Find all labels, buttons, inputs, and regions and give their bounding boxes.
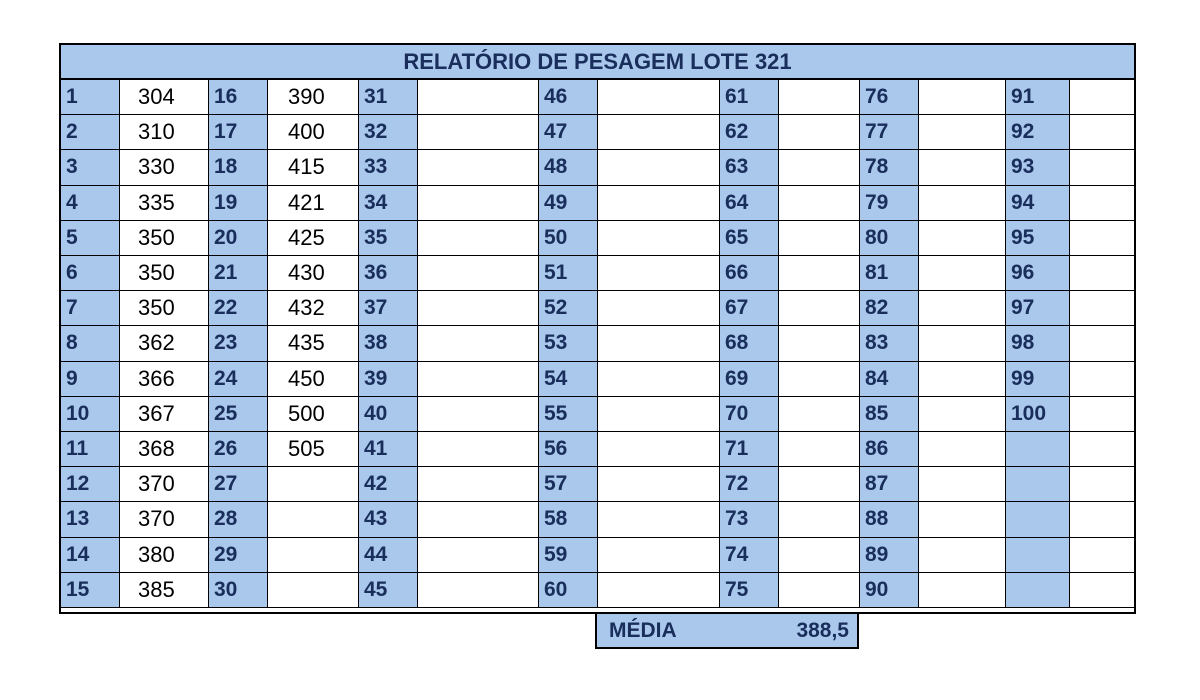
weight-value-cell: 335 xyxy=(120,186,209,221)
animal-number-cell: 58 xyxy=(539,502,598,537)
animal-number-cell: 42 xyxy=(359,467,418,502)
weight-value-cell xyxy=(919,467,1006,502)
weight-value-cell: 390 xyxy=(268,80,359,115)
weight-value-cell: 385 xyxy=(120,573,209,608)
animal-number-cell: 7 xyxy=(61,291,120,326)
animal-number-cell: 13 xyxy=(61,502,120,537)
animal-number-cell: 83 xyxy=(860,326,919,361)
animal-number-cell: 34 xyxy=(359,186,418,221)
weight-value-cell xyxy=(418,432,539,467)
weight-value-cell xyxy=(919,538,1006,573)
weight-value-cell xyxy=(418,186,539,221)
weight-value-cell xyxy=(919,326,1006,361)
animal-number-cell: 43 xyxy=(359,502,418,537)
weight-value-cell xyxy=(418,256,539,291)
weight-value-cell: 350 xyxy=(120,256,209,291)
weight-value-cell xyxy=(919,291,1006,326)
weight-value-cell xyxy=(919,397,1006,432)
weight-value-cell xyxy=(1070,150,1134,185)
animal-number-cell: 33 xyxy=(359,150,418,185)
weight-value-cell xyxy=(418,362,539,397)
weight-value-cell xyxy=(598,256,720,291)
weight-value-cell xyxy=(779,186,860,221)
animal-number-cell: 49 xyxy=(539,186,598,221)
animal-number-cell: 53 xyxy=(539,326,598,361)
weight-value-cell: 430 xyxy=(268,256,359,291)
weight-value-cell: 368 xyxy=(120,432,209,467)
weight-value-cell: 415 xyxy=(268,150,359,185)
animal-number-cell: 51 xyxy=(539,256,598,291)
report-title: RELATÓRIO DE PESAGEM LOTE 321 xyxy=(61,45,1134,80)
weight-value-cell xyxy=(1070,256,1134,291)
animal-number-cell: 85 xyxy=(860,397,919,432)
animal-number-cell: 99 xyxy=(1006,362,1070,397)
weight-value-cell xyxy=(418,573,539,608)
animal-number-cell: 72 xyxy=(720,467,779,502)
animal-number-cell: 60 xyxy=(539,573,598,608)
weight-value-cell xyxy=(598,573,720,608)
animal-number-cell: 73 xyxy=(720,502,779,537)
weight-value-cell xyxy=(779,502,860,537)
weight-value-cell xyxy=(919,432,1006,467)
animal-number-cell: 14 xyxy=(61,538,120,573)
animal-number-cell: 50 xyxy=(539,221,598,256)
animal-number-cell: 4 xyxy=(61,186,120,221)
weight-value-cell: 500 xyxy=(268,397,359,432)
weight-value-cell xyxy=(919,115,1006,150)
animal-number-cell: 39 xyxy=(359,362,418,397)
weight-value-cell xyxy=(1070,397,1134,432)
animal-number-cell: 45 xyxy=(359,573,418,608)
animal-number-cell: 89 xyxy=(860,538,919,573)
weight-value-cell xyxy=(598,291,720,326)
animal-number-cell: 77 xyxy=(860,115,919,150)
weight-value-cell xyxy=(1070,573,1134,608)
weight-value-cell xyxy=(779,573,860,608)
animal-number-cell: 65 xyxy=(720,221,779,256)
animal-number-cell: 11 xyxy=(61,432,120,467)
weight-value-cell xyxy=(598,397,720,432)
weight-value-cell: 370 xyxy=(120,502,209,537)
weight-value-cell xyxy=(418,326,539,361)
weight-value-cell xyxy=(418,150,539,185)
animal-number-cell: 93 xyxy=(1006,150,1070,185)
weight-value-cell xyxy=(779,150,860,185)
weight-value-cell: 366 xyxy=(120,362,209,397)
weight-value-cell xyxy=(1070,80,1134,115)
weight-value-cell: 432 xyxy=(268,291,359,326)
weight-value-cell: 421 xyxy=(268,186,359,221)
weight-value-cell xyxy=(598,326,720,361)
animal-number-cell: 76 xyxy=(860,80,919,115)
weight-value-cell xyxy=(418,397,539,432)
weight-value-cell xyxy=(598,362,720,397)
animal-number-cell: 32 xyxy=(359,115,418,150)
animal-number-cell: 36 xyxy=(359,256,418,291)
animal-number-cell: 47 xyxy=(539,115,598,150)
animal-number-cell: 3 xyxy=(61,150,120,185)
animal-number-cell: 78 xyxy=(860,150,919,185)
weight-value-cell xyxy=(779,291,860,326)
animal-number-cell: 48 xyxy=(539,150,598,185)
weight-value-cell xyxy=(919,256,1006,291)
animal-number-cell: 38 xyxy=(359,326,418,361)
weight-value-cell xyxy=(598,115,720,150)
weight-value-cell xyxy=(1070,221,1134,256)
weight-value-cell xyxy=(779,80,860,115)
animal-number-cell: 19 xyxy=(209,186,268,221)
weight-value-cell xyxy=(1070,467,1134,502)
animal-number-cell: 70 xyxy=(720,397,779,432)
animal-number-cell: 31 xyxy=(359,80,418,115)
animal-number-cell: 54 xyxy=(539,362,598,397)
animal-number-cell: 26 xyxy=(209,432,268,467)
weight-value-cell xyxy=(598,432,720,467)
animal-number-cell: 20 xyxy=(209,221,268,256)
weight-value-cell xyxy=(779,326,860,361)
weight-value-cell xyxy=(268,573,359,608)
weight-value-cell xyxy=(1070,432,1134,467)
animal-number-cell: 2 xyxy=(61,115,120,150)
animal-number-cell: 63 xyxy=(720,150,779,185)
animal-number-cell: 94 xyxy=(1006,186,1070,221)
animal-number-cell: 12 xyxy=(61,467,120,502)
animal-number-cell: 18 xyxy=(209,150,268,185)
average-row xyxy=(595,614,859,649)
animal-number-cell: 24 xyxy=(209,362,268,397)
weight-value-cell xyxy=(268,538,359,573)
weight-value-cell: 310 xyxy=(120,115,209,150)
weight-value-cell xyxy=(919,502,1006,537)
weight-value-cell xyxy=(919,362,1006,397)
animal-number-cell: 95 xyxy=(1006,221,1070,256)
animal-number-cell: 90 xyxy=(860,573,919,608)
animal-number-cell: 88 xyxy=(860,502,919,537)
weight-value-cell xyxy=(1070,186,1134,221)
weight-value-cell xyxy=(919,221,1006,256)
animal-number-cell: 59 xyxy=(539,538,598,573)
animal-number-cell: 46 xyxy=(539,80,598,115)
weight-value-cell: 304 xyxy=(120,80,209,115)
animal-number-cell: 44 xyxy=(359,538,418,573)
animal-number-cell: 96 xyxy=(1006,256,1070,291)
animal-number-cell: 84 xyxy=(860,362,919,397)
animal-number-cell: 56 xyxy=(539,432,598,467)
weight-value-cell xyxy=(1070,291,1134,326)
weight-value-cell: 425 xyxy=(268,221,359,256)
weight-value-cell xyxy=(418,467,539,502)
animal-number-cell: 1 xyxy=(61,80,120,115)
weight-value-cell xyxy=(418,291,539,326)
animal-number-cell: 57 xyxy=(539,467,598,502)
animal-number-cell: 41 xyxy=(359,432,418,467)
animal-number-cell: 40 xyxy=(359,397,418,432)
animal-number-cell: 52 xyxy=(539,291,598,326)
weight-value-cell xyxy=(1070,326,1134,361)
weight-value-cell: 450 xyxy=(268,362,359,397)
animal-number-cell: 64 xyxy=(720,186,779,221)
animal-number-cell: 23 xyxy=(209,326,268,361)
weight-value-cell xyxy=(1070,538,1134,573)
weight-value-cell xyxy=(779,221,860,256)
weight-value-cell xyxy=(1070,502,1134,537)
animal-number-cell: 37 xyxy=(359,291,418,326)
animal-number-cell: 55 xyxy=(539,397,598,432)
animal-number-cell: 27 xyxy=(209,467,268,502)
weight-value-cell: 362 xyxy=(120,326,209,361)
animal-number-cell: 15 xyxy=(61,573,120,608)
weight-value-cell: 435 xyxy=(268,326,359,361)
animal-number-cell: 87 xyxy=(860,467,919,502)
weight-value-cell: 370 xyxy=(120,467,209,502)
weight-value-cell xyxy=(268,502,359,537)
animal-number-cell: 21 xyxy=(209,256,268,291)
animal-number-cell: 97 xyxy=(1006,291,1070,326)
animal-number-cell: 29 xyxy=(209,538,268,573)
average-label: MÉDIA xyxy=(609,618,677,642)
weight-value-cell xyxy=(919,150,1006,185)
animal-number-cell: 22 xyxy=(209,291,268,326)
weight-value-cell xyxy=(418,80,539,115)
animal-number-cell: 69 xyxy=(720,362,779,397)
weight-value-cell: 330 xyxy=(120,150,209,185)
weight-value-cell xyxy=(779,467,860,502)
empty-number-cell xyxy=(1006,467,1070,502)
animal-number-cell: 92 xyxy=(1006,115,1070,150)
weight-value-cell xyxy=(268,467,359,502)
animal-number-cell: 10 xyxy=(61,397,120,432)
animal-number-cell: 80 xyxy=(860,221,919,256)
empty-number-cell xyxy=(1006,502,1070,537)
animal-number-cell: 28 xyxy=(209,502,268,537)
weight-value-cell xyxy=(779,538,860,573)
weight-value-cell: 380 xyxy=(120,538,209,573)
weight-value-cell: 505 xyxy=(268,432,359,467)
weight-value-cell xyxy=(598,221,720,256)
weight-value-cell xyxy=(598,150,720,185)
animal-number-cell: 5 xyxy=(61,221,120,256)
weight-value-cell xyxy=(418,538,539,573)
animal-number-cell: 71 xyxy=(720,432,779,467)
animal-number-cell: 6 xyxy=(61,256,120,291)
animal-number-cell: 9 xyxy=(61,362,120,397)
animal-number-cell: 82 xyxy=(860,291,919,326)
weight-value-cell xyxy=(779,397,860,432)
weight-value-cell xyxy=(598,186,720,221)
weight-value-cell xyxy=(418,502,539,537)
animal-number-cell: 86 xyxy=(860,432,919,467)
weight-value-cell xyxy=(598,467,720,502)
weight-value-cell xyxy=(779,362,860,397)
animal-number-cell: 8 xyxy=(61,326,120,361)
animal-number-cell: 25 xyxy=(209,397,268,432)
weight-value-cell xyxy=(1070,362,1134,397)
animal-number-cell: 74 xyxy=(720,538,779,573)
weight-value-cell: 350 xyxy=(120,221,209,256)
animal-number-cell: 91 xyxy=(1006,80,1070,115)
weight-value-cell xyxy=(779,115,860,150)
animal-number-cell: 68 xyxy=(720,326,779,361)
weight-value-cell xyxy=(418,221,539,256)
weighing-report-table xyxy=(59,43,1136,614)
animal-number-cell: 98 xyxy=(1006,326,1070,361)
animal-number-cell: 62 xyxy=(720,115,779,150)
weight-value-cell: 367 xyxy=(120,397,209,432)
animal-number-cell: 30 xyxy=(209,573,268,608)
weight-value-cell xyxy=(919,573,1006,608)
animal-number-cell: 81 xyxy=(860,256,919,291)
animal-number-cell: 16 xyxy=(209,80,268,115)
weight-value-cell xyxy=(1070,115,1134,150)
animal-number-cell: 79 xyxy=(860,186,919,221)
animal-number-cell: 35 xyxy=(359,221,418,256)
empty-number-cell xyxy=(1006,538,1070,573)
weight-value-cell xyxy=(598,538,720,573)
weight-value-cell xyxy=(779,256,860,291)
empty-number-cell xyxy=(1006,432,1070,467)
weight-value-cell xyxy=(919,186,1006,221)
animal-number-cell: 100 xyxy=(1006,397,1070,432)
weight-value-cell xyxy=(598,80,720,115)
weight-value-cell: 350 xyxy=(120,291,209,326)
empty-number-cell xyxy=(1006,573,1070,608)
animal-number-cell: 67 xyxy=(720,291,779,326)
weight-value-cell xyxy=(418,115,539,150)
weight-value-cell: 400 xyxy=(268,115,359,150)
animal-number-cell: 61 xyxy=(720,80,779,115)
weight-value-cell xyxy=(919,80,1006,115)
animal-number-cell: 75 xyxy=(720,573,779,608)
animal-number-cell: 17 xyxy=(209,115,268,150)
weight-value-cell xyxy=(779,432,860,467)
average-value: 388,5 xyxy=(796,618,849,642)
animal-number-cell: 66 xyxy=(720,256,779,291)
weight-value-cell xyxy=(598,502,720,537)
